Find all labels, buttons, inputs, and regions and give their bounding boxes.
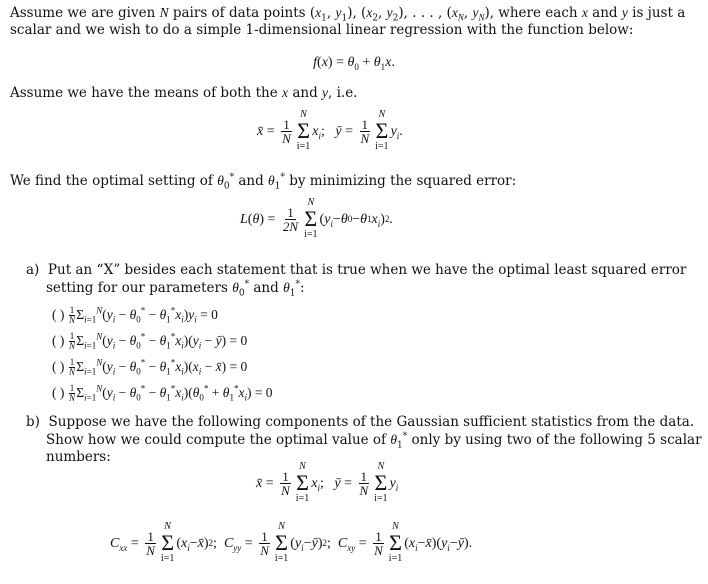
part-b-label: b) — [26, 414, 40, 430]
part-a-text: a) Put an “X” besides each statement that is true when we have the optimal least squared error setting for our parameters $\theta_0^*$ and $\theta_1^*$: — [26, 262, 687, 299]
option-3[interactable]: ( ) $\frac{1}{N}$ $\Sigma_{i=1}^N(y_i - \theta_0^* - \theta_1^*x_i)(x_i$ − x̄) = 0 — [52, 357, 248, 378]
part-b-means-equation: x̄ = $\frac{1}{N}$ N Σ i=1 $x_i$ ; ȳ = $\frac{1}{N}$ N Σ i=1 $y_i$ — [256, 461, 399, 504]
loss-equation: L ( θ ) = $\frac{1}{2N}$ N Σ i=1 ( $y_i$ − θ 0 − θ 1 $x_i$ ) 2 . — [240, 197, 393, 240]
part-b-covariance-equation: $C_{xx}$ = $\frac{1}{N}$ N Σ i=1 ( $x_i$ − x̄ ) 2 ; $C_{yy}$ = $\frac{1}{N}$ N Σ i=1 ( $y_i$ − ȳ ) 2 ; $C_{xy}$ = $\frac{1}{N}$ N Σ i=1 ( $x_i$ − x̄ )( $y_i$ − ȳ ). — [110, 521, 473, 564]
part-a-label: a) — [26, 262, 40, 278]
means-intro: Assume we have the means of both the x and y, i.e. — [10, 85, 358, 101]
part-b-text: b) Suppose we have the following components of the Gaussian sufficient statistics from the data. Show how we could compute the optimal value of $\theta_1^*$ only by using two of the following 5 scalar numbers: — [26, 414, 702, 465]
option-1[interactable]: ( ) $\frac{1}{N}$ $\Sigma_{i=1}^N(y_i - \theta_0^* - \theta_1^*x_i)y_i = 0$ — [52, 305, 218, 326]
optimal-intro: We find the optimal setting of $\theta_0^*$ and $\theta_1^*$ by minimizing the squared error: — [10, 172, 517, 192]
option-4[interactable]: ( ) $\frac{1}{N}$ $\Sigma_{i=1}^N(y_i - \theta_0^* - \theta_1^*x_i)(\theta_0^* + \theta_1^*x_i) = 0$ — [52, 383, 273, 404]
intro-paragraph: Assume we are given N pairs of data points ($x_1$, $y_1$), ($x_2$, $y_2$), . . . , ($x_N$, $y_N$), where each x and y is just a scalar and we wish to do a simple 1-dimensional linear regression with the function below: — [10, 5, 686, 38]
option-2[interactable]: ( ) $\frac{1}{N}$ $\Sigma_{i=1}^N(y_i - \theta_0^* - \theta_1^*x_i)(y_i$ − ȳ) = 0 — [52, 331, 248, 352]
means-equation: x̄ = $\frac{1}{N}$ N Σ i=1 $x_i$ ; ȳ = $\frac{1}{N}$ N Σ i=1 $y_i$ . — [257, 109, 403, 152]
function-equation: $f(x) = \theta_0 + \theta_1x$. — [313, 55, 395, 72]
